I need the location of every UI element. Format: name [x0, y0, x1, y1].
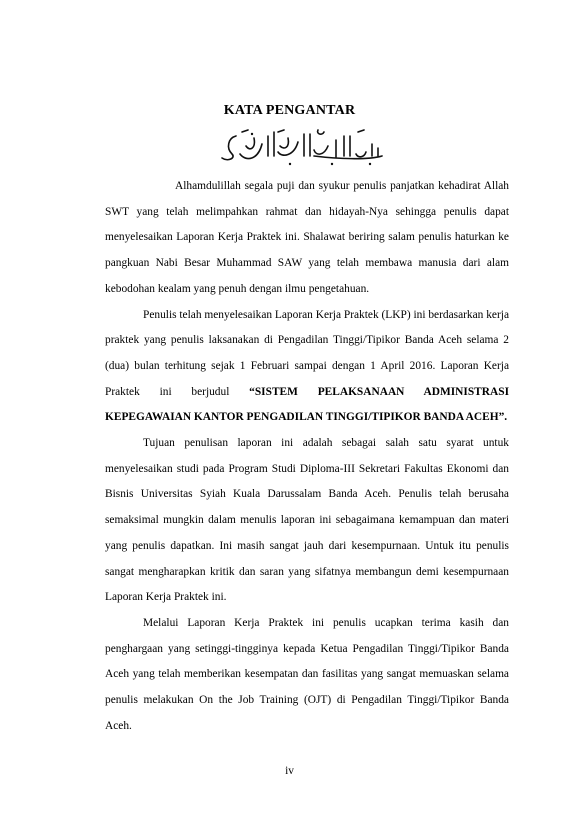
- paragraph-3: Tujuan penulisan laporan ini adalah sebagai salah satu syarat untuk menyelesaikan studi pada Program Studi Diploma-III Sekretari Fakultas Ekonomi dan Bisnis Universitas Syiah Kuala Darussalam Banda Aceh. Penulis telah berusaha semaksimal mungkin dalam menulis laporan ini sebagaimana kemampuan dan materi yang penulis dapatkan. Ini masih sangat jauh dari kesempurnaan. Untuk itu penulis sangat mengharapkan kritik dan saran yang sifatnya membangun demi kesempurnaan Laporan Kerja Praktek ini.: [105, 437, 509, 604]
- paragraph-4: Melalui Laporan Kerja Praktek ini penulis ucapkan terima kasih dan penghargaan yang setinggi-tingginya kepada Ketua Pengadilan Tinggi/Tipikor Banda Aceh yang telah memberikan kesempatan dan fasilitas yang sangat memuaskan selama penulis melakukan On the Job Training (OJT) di Pengadilan Tinggi/Tipikor Banda Aceh.: [105, 616, 509, 732]
- body-text: [105, 174, 509, 739]
- report-title-bold: “SISTEM PELAKSANAAN ADMINISTRASI KEPEGAWAIAN KANTOR PENGADILAN TINGGI/TIPIKOR BANDA ACEH”.: [105, 385, 509, 424]
- page-title: KATA PENGANTAR: [223, 103, 356, 118]
- basmalah-calligraphy: [218, 126, 386, 168]
- paragraph-2: [105, 303, 509, 432]
- paragraph-1: Alhamdulillah segala puji dan syukur penulis panjatkan kehadirat Allah SWT yang telah melimpahkan rahmat dan hidayah-Nya sehingga penulis dapat menyelesaikan Laporan Kerja Praktek ini. Shalawat beriring salam penulis haturkan ke pangkuan Nabi Besar Muhammad SAW yang telah membawa manusia dari alam kebodohan kealam yang penuh dengan ilmu pengetahuan.: [105, 180, 509, 295]
- page-number: iv: [285, 765, 294, 777]
- paragraph-2-text: Penulis telah menyelesaikan Laporan Kerja Praktek (LKP) ini berdasarkan kerja praktek yang penulis laksanakan di Pengadilan Tinggi/Tipikor Banda Aceh selama 2 (dua) bulan terhitung sejak 1 Februari sampai dengan 1 April 2016. Laporan Kerja Praktek ini berjudul: [105, 308, 509, 398]
